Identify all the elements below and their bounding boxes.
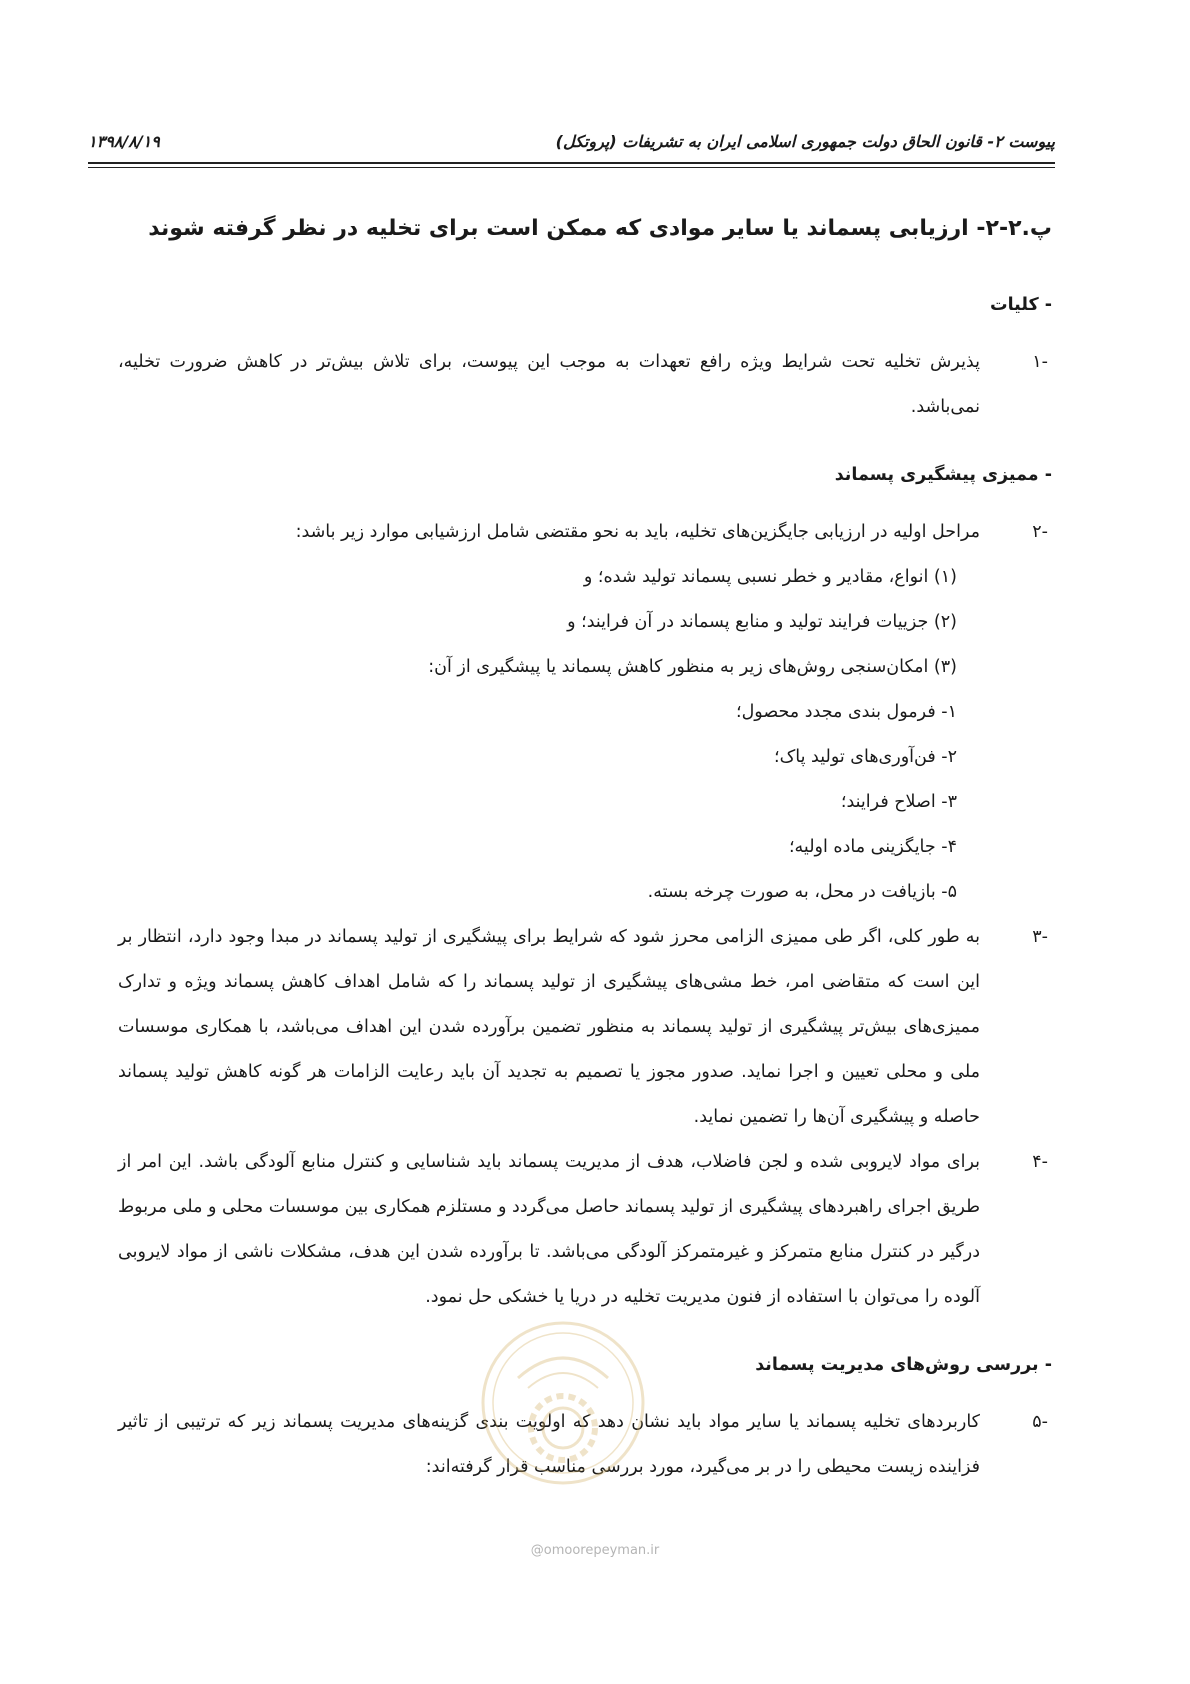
sub-list-item: ۴- جایگزینی ماده اولیه؛ xyxy=(788,837,957,857)
clause-1 xyxy=(118,340,1052,430)
clause-number: -۳ xyxy=(1032,927,1048,947)
clause-4 xyxy=(118,1140,1052,1320)
subheading-waste-management-options: - بررسی روش‌های مدیریت پسماند xyxy=(755,1355,1052,1375)
clause-number: -۴ xyxy=(1032,1152,1048,1172)
list-item: (۳) امکان‌سنجی روش‌های زیر به منظور کاهش پسماند یا پیشگیری از آن: xyxy=(428,657,957,677)
clause-number: -۱ xyxy=(1032,352,1048,372)
section-title: پ.۲-۲- ارزیابی پسماند یا سایر موادی که ممکن است برای تخلیه در نظر گرفته شوند xyxy=(148,216,1052,241)
list-item: (۱) انواع، مقادیر و خطر نسبی پسماند تولید شده؛ و xyxy=(583,567,957,587)
clause-text: به طور کلی، اگر طی ممیزی الزامی محرز شود که شرایط برای پیشگیری از تولید پسماند در مبدا وجود دارد، انتظار بر این است که متقاضی امر، خط مشی‌های پیشگیری از تولید پسماند را که شامل اهداف کاهش پسماند ویژه و تدارک ممیزی‌های بیش‌تر پیشگیری از تولید پسماند به منظور تضمین برآورده شدن این اهداف می‌باشد، با همکاری موسسات ملی و محلی تعیین و اجرا نماید. صدور مجوز یا تصمیم به تجدید آن باید رعایت الزامات هر گونه کاهش تولید پسماند حاصله و پیشگیری آن‌ها را تضمین نماید. xyxy=(118,927,980,1127)
list-item: (۲) جزییات فرایند تولید و منابع پسماند در آن فرایند؛ و xyxy=(567,612,957,632)
page-header xyxy=(88,126,1055,156)
subheading-waste-prevention-audit: - ممیزی پیشگیری پسماند xyxy=(834,465,1052,485)
header-date: ۱۳۹۸/۸/۱۹ xyxy=(88,132,160,151)
header-title: پیوست ۲- قانون الحاق دولت جمهوری اسلامی ایران به تشریفات (پروتکل) xyxy=(555,132,1055,151)
clause-number: -۵ xyxy=(1032,1412,1048,1432)
watermark-url: @omoorepeyman.ir xyxy=(530,1543,660,1558)
clause-text: برای مواد لایروبی شده و لجن فاضلاب، هدف از مدیریت پسماند باید شناسایی و کنترل منابع آلودگی باشد. این امر از طریق اجرای راهبردهای پیشگیری از تولید پسماند حاصل می‌گردد و مستلزم همکاری بین موسسات محلی و ملی مربوط درگیر در کنترل منابع متمرکز و غیرمتمرکز آلودگی می‌باشد. تا برآورده شدن این هدف، مشکلات ناشی از مواد لایروبی آلوده را می‌توان با استفاده از فنون مدیریت تخلیه در دریا یا خشکی حل نمود. xyxy=(118,1152,980,1307)
watermark-logo xyxy=(478,1318,648,1488)
clause-2 xyxy=(118,510,1052,555)
clause-text: مراحل اولیه در ارزیابی جایگزین‌های تخلیه، باید به نحو مقتضی شامل ارزشیابی موارد زیر باشد: xyxy=(295,522,980,542)
clause-number: -۲ xyxy=(1032,522,1048,542)
sub-list-item: ۵- بازیافت در محل، به صورت چرخه بسته. xyxy=(647,882,957,902)
sub-list-item: ۲- فن‌آوری‌های تولید پاک؛ xyxy=(774,747,957,767)
document-body xyxy=(118,212,1052,1490)
clause-3 xyxy=(118,915,1052,1140)
header-rule-thick xyxy=(88,162,1055,164)
clause-text: کاربردهای تخلیه پسماند یا سایر مواد باید نشان دهد که اولویت بندی گزینه‌های مدیریت پسماند زیر که ترتیبی از تاثیر فزاینده زیست محیطی را در بر می‌گیرد، مورد بررسی مناسب قرار گرفته‌اند: xyxy=(118,1412,980,1477)
sub-list-item: ۱- فرمول بندی مجدد محصول؛ xyxy=(736,702,957,722)
sub-list-item: ۳- اصلاح فرایند؛ xyxy=(840,792,957,812)
clause-text: پذیرش تخلیه تحت شرایط ویژه رافع تعهدات به موجب این پیوست، برای تلاش بیش‌تر در کاهش ضرورت تخلیه، نمی‌باشد. xyxy=(118,352,980,417)
subheading-general: - کلیات xyxy=(990,295,1052,315)
header-rule-thin xyxy=(88,167,1055,168)
